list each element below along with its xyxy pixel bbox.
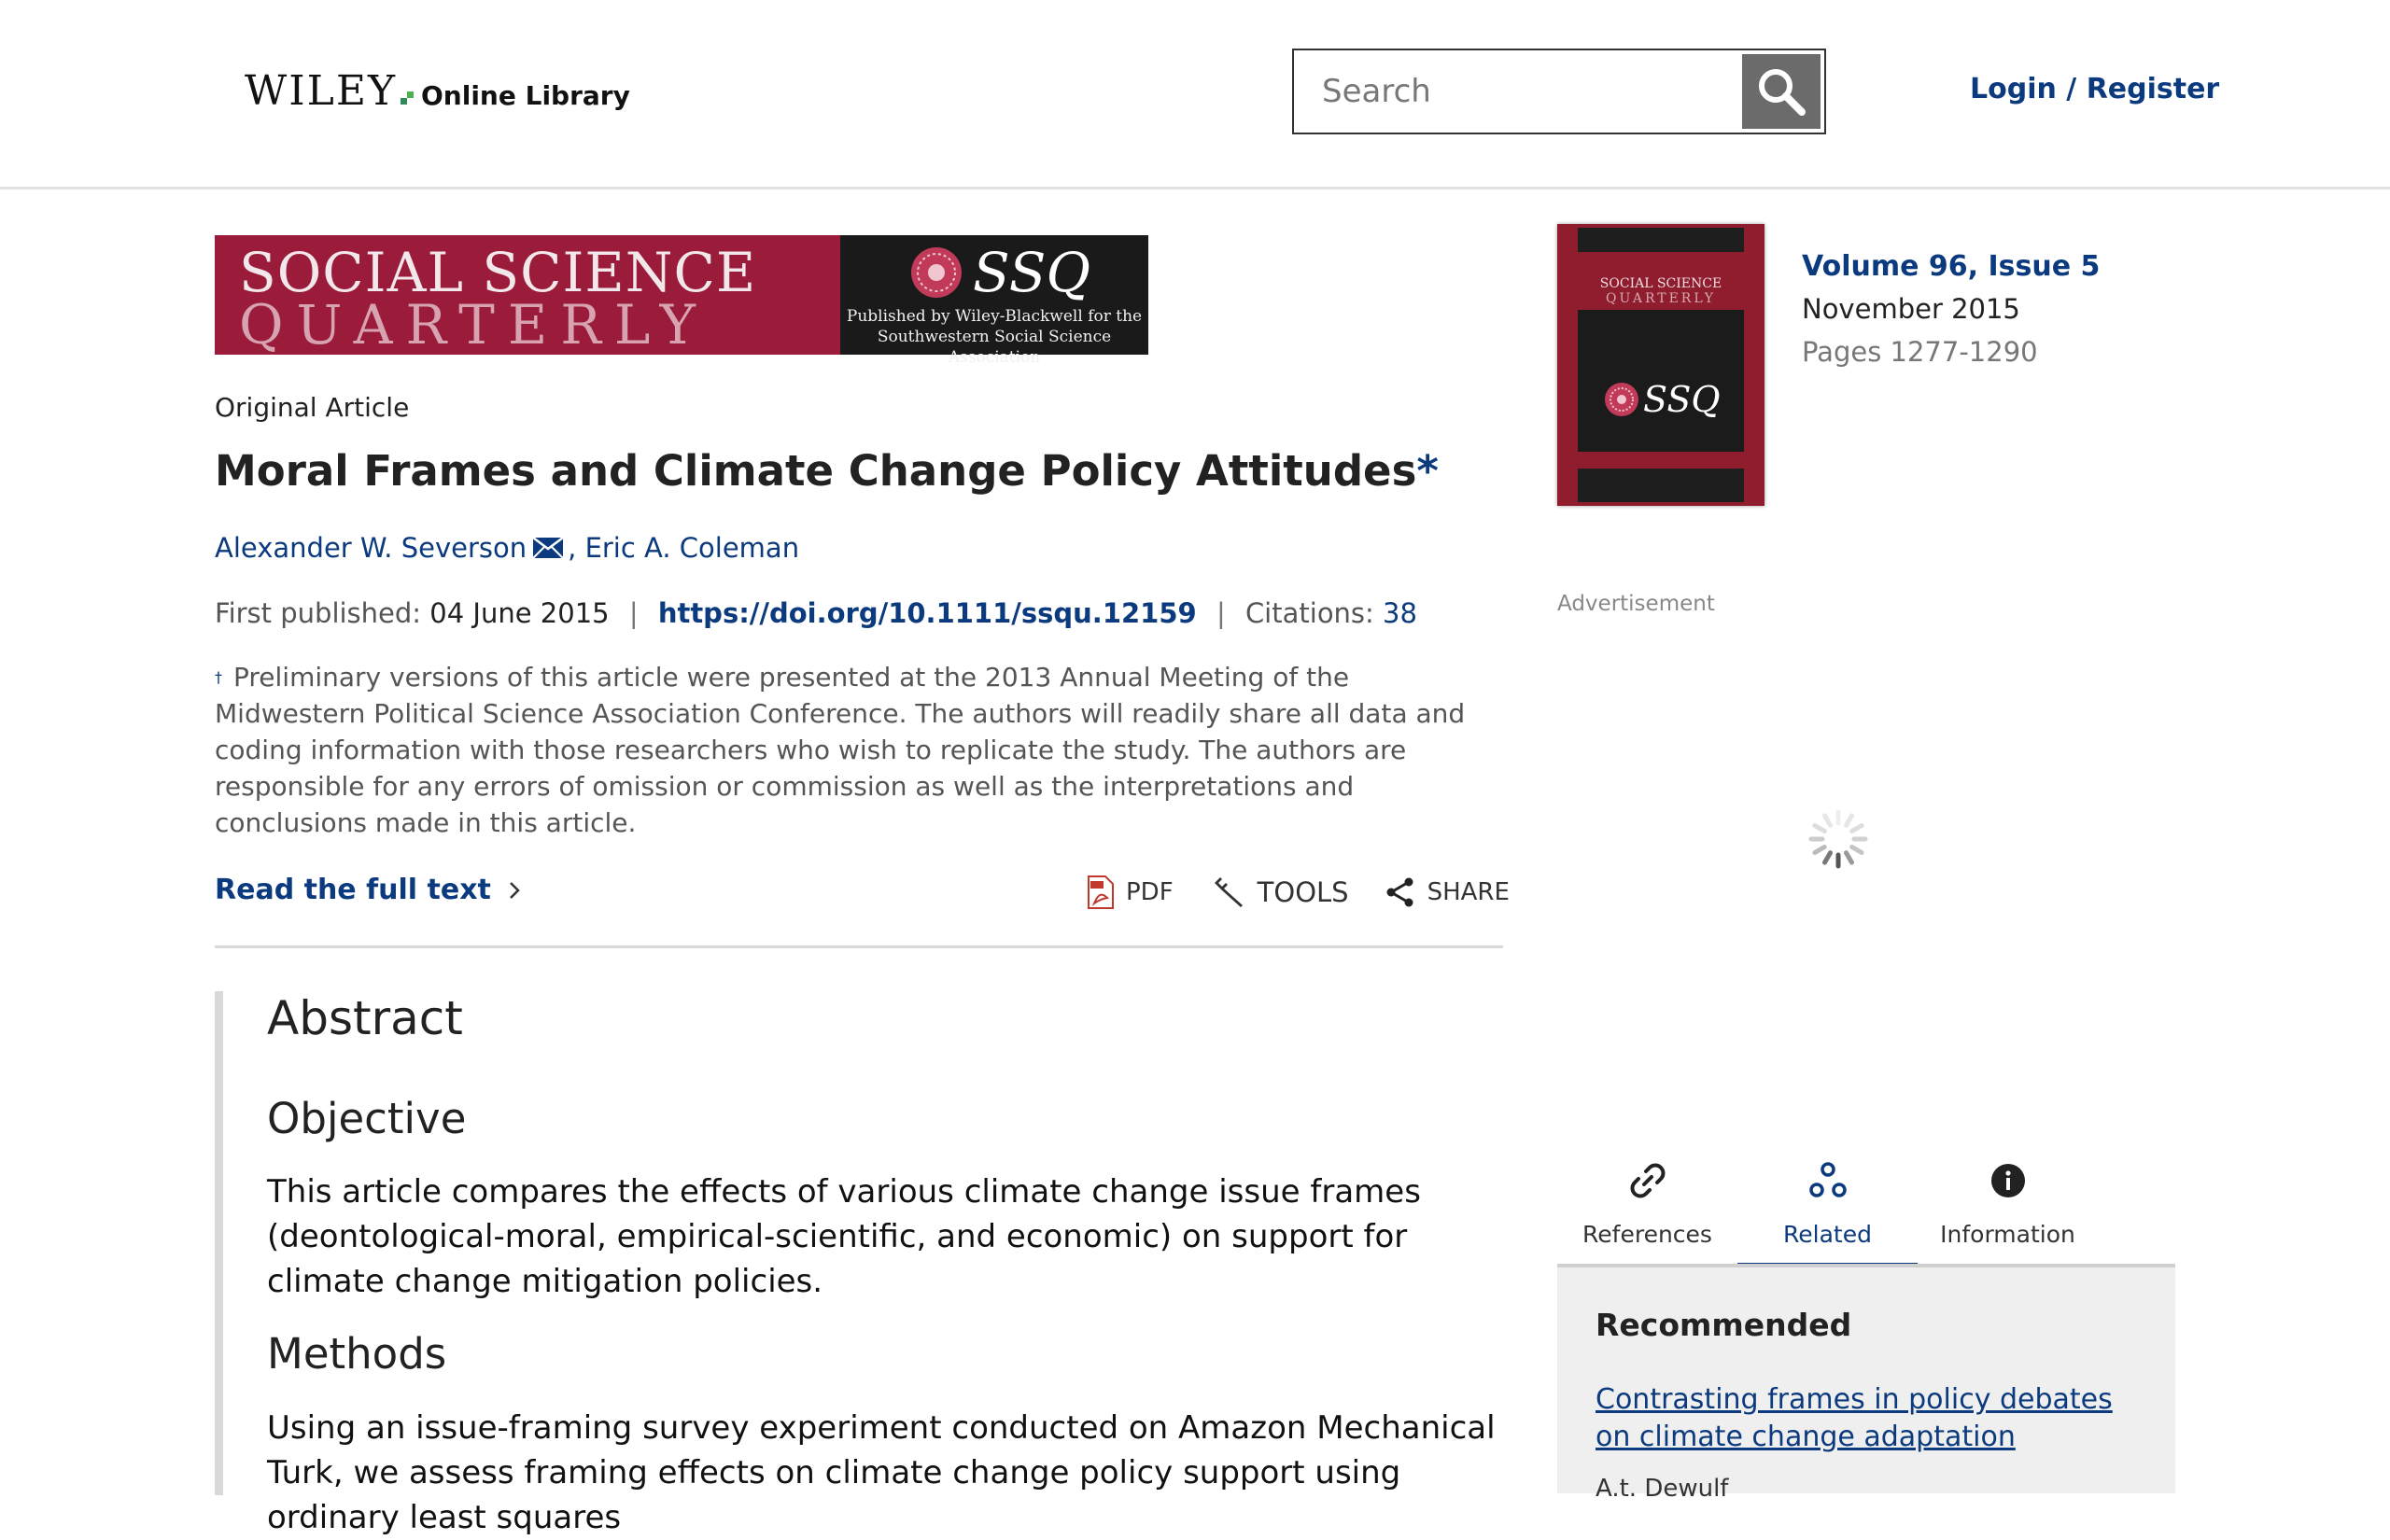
volume-issue-link[interactable]: Volume 96, Issue 5 xyxy=(1802,250,2101,283)
meta-separator: | xyxy=(1216,597,1226,629)
doi-link[interactable]: https://doi.org/10.1111/ssqu.12159 xyxy=(657,597,1197,629)
banner-publisher-note xyxy=(840,306,1148,368)
cover-bottom-strip xyxy=(1578,469,1744,502)
related-icon xyxy=(1807,1160,1849,1201)
article-footnote xyxy=(215,659,1503,841)
read-full-text-label: Read the full text xyxy=(215,874,491,906)
sidebar-tabs xyxy=(1557,1154,2175,1266)
abstract-section xyxy=(215,991,1503,1536)
citations-label: Citations: xyxy=(1244,597,1374,629)
pdf-icon xyxy=(1087,875,1115,909)
advertisement-label: Advertisement xyxy=(1557,592,1715,616)
site-header xyxy=(0,0,2390,189)
article-title xyxy=(215,446,1439,496)
article-type: Original Article xyxy=(215,392,410,423)
publisher-line1: Published by Wiley-Blackwell for the xyxy=(846,307,1143,326)
methods-heading: Methods xyxy=(267,1329,447,1379)
logo-squares-icon xyxy=(401,91,414,105)
cover-line1: SOCIAL SCIENCE xyxy=(1599,276,1722,291)
logo-subtitle: Online Library xyxy=(421,80,630,111)
read-full-text-link[interactable] xyxy=(215,874,527,906)
ssq-text: SSQ xyxy=(973,241,1090,304)
tab-label: Information xyxy=(1940,1221,2075,1248)
journal-banner[interactable] xyxy=(215,235,1148,367)
search-box xyxy=(1292,49,1826,134)
citations-count-link[interactable]: 38 xyxy=(1383,597,1417,629)
banner-title-block xyxy=(215,235,840,355)
loading-spinner-icon xyxy=(1807,808,1869,870)
link-icon xyxy=(1627,1160,1668,1201)
author-link[interactable]: Alexander W. Severson xyxy=(215,532,527,564)
publication-meta xyxy=(215,597,1417,629)
cover-ssq-logo xyxy=(1604,379,1721,420)
share-button[interactable] xyxy=(1385,876,1510,908)
first-published-date: 04 June 2015 xyxy=(429,597,610,629)
objective-heading: Objective xyxy=(267,1094,467,1143)
author-link[interactable]: Eric A. Coleman xyxy=(584,532,800,564)
wrench-icon xyxy=(1209,874,1246,911)
pdf-button[interactable] xyxy=(1087,875,1174,909)
cover-ssq-text: SSQ xyxy=(1643,379,1721,420)
cover-line2: QUARTERLY xyxy=(1606,291,1716,306)
tools-button[interactable] xyxy=(1209,874,1349,911)
info-icon xyxy=(1990,1163,2026,1198)
tab-related[interactable] xyxy=(1737,1154,1918,1266)
recommended-authors: A.t. Dewulf xyxy=(1596,1475,1729,1503)
email-icon[interactable] xyxy=(532,537,564,559)
search-button[interactable] xyxy=(1742,54,1821,129)
recommended-heading: Recommended xyxy=(1596,1307,1852,1343)
logo-wordmark: WILEY xyxy=(245,67,397,115)
recommended-panel xyxy=(1557,1267,2175,1503)
banner-line1: SOCIAL SCIENCE xyxy=(239,241,757,304)
tab-label: Related xyxy=(1783,1221,1872,1248)
search-icon xyxy=(1755,65,1807,118)
cover-seal-icon xyxy=(1604,382,1639,417)
share-label: SHARE xyxy=(1427,878,1510,906)
objective-text: This article compares the effects of various climate change issue frames (deontological-moral, empirical-scientific, and economic) on support for climate change mitigation policies. xyxy=(267,1173,1421,1300)
tab-references[interactable] xyxy=(1557,1154,1737,1266)
journal-cover[interactable] xyxy=(1557,224,1764,506)
footnote-text: Preliminary versions of this article were presented at the 2013 Annual Meeting of the Midwestern Political Science Association Conference. The authors will readily share all data and coding information with those researchers who wish to replicate the study. The authors are responsible for any errors of omission or commission as well as the interpretations and conclusions made in this article. xyxy=(215,662,1466,838)
tab-information[interactable] xyxy=(1918,1154,2098,1266)
chevron-right-icon xyxy=(502,878,527,903)
tools-label: TOOLS xyxy=(1257,876,1349,908)
methods-text: Using an issue-framing survey experiment conducted on Amazon Mechanical Turk, we assess framing effects on climate change policy support using ordinary least squares xyxy=(267,1409,1496,1536)
wiley-logo[interactable] xyxy=(245,67,630,115)
ssq-logo xyxy=(909,241,1090,304)
seal-icon xyxy=(909,245,963,300)
meta-separator: | xyxy=(628,597,639,629)
tab-label: References xyxy=(1582,1221,1712,1248)
search-input[interactable] xyxy=(1294,50,1742,133)
abstract-heading: Abstract xyxy=(267,991,463,1045)
footnote-mark: † xyxy=(215,668,222,686)
title-footnote-mark[interactable]: * xyxy=(1416,446,1439,496)
issue-date: November 2015 xyxy=(1802,293,2020,325)
first-published-label: First published: xyxy=(215,597,422,629)
pdf-label: PDF xyxy=(1126,878,1174,906)
cover-top-strip xyxy=(1578,228,1744,252)
author-separator: , xyxy=(568,532,585,564)
article-actions xyxy=(1087,874,1510,911)
share-icon xyxy=(1385,876,1416,908)
publisher-line2: Southwestern Social Science Association xyxy=(877,328,1112,367)
section-divider xyxy=(215,945,1503,948)
banner-ssq-block xyxy=(840,235,1148,367)
article-title-text: Moral Frames and Climate Change Policy Attitudes xyxy=(215,446,1417,496)
banner-line2: QUARTERLY xyxy=(239,293,709,357)
recommended-article-link[interactable]: Contrasting frames in policy debates on climate change adaptation xyxy=(1596,1383,2113,1453)
issue-pages: Pages 1277-1290 xyxy=(1802,336,2038,368)
cover-title xyxy=(1557,276,1764,306)
author-list xyxy=(215,532,799,564)
login-register-link[interactable]: Login / Register xyxy=(1970,73,2220,105)
